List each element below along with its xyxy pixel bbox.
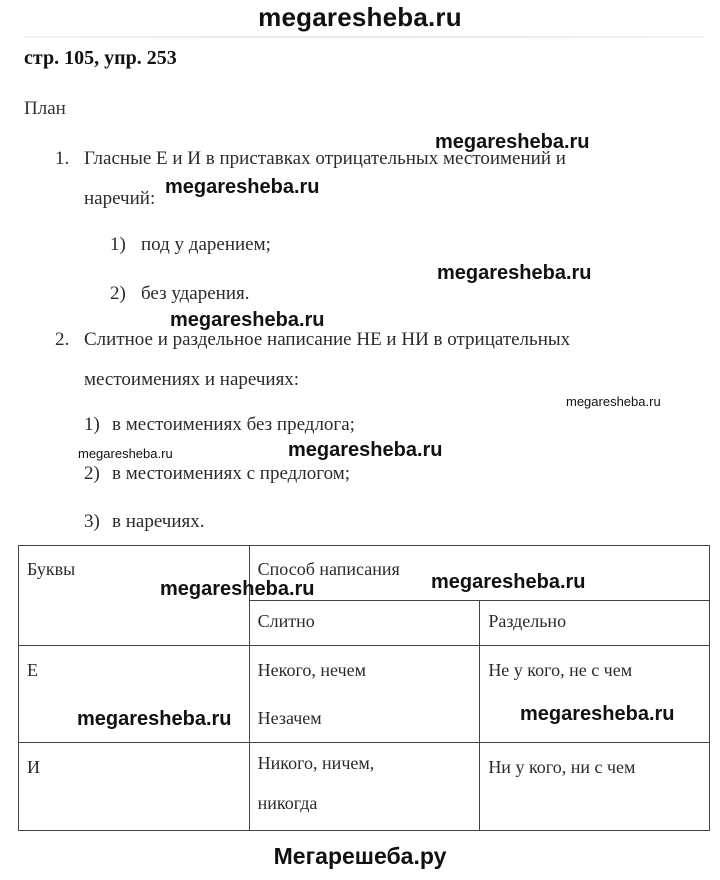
plan-subitem-number: 3) <box>84 511 100 532</box>
watermark-small: megaresheba.ru <box>78 446 173 461</box>
table-cell-together <box>249 743 480 831</box>
table-cell-letter <box>19 743 250 831</box>
table-cell-text: Е <box>27 660 38 680</box>
plan-item-text: Слитное и раздельное написание НЕ и НИ в отрицательных <box>84 329 571 350</box>
site-header[interactable]: megaresheba.ru <box>258 2 462 32</box>
table-cell-text: Никого, ничем, <box>257 753 375 773</box>
watermark: megaresheba.ru <box>160 578 315 600</box>
table-cell-text: Ни у кого, ни с чем <box>488 757 636 777</box>
plan-subitem-text: в местоимениях с предлогом; <box>112 463 351 484</box>
table-cell-separate <box>480 743 710 831</box>
table-cell-separate <box>480 646 710 743</box>
spelling-table <box>18 545 710 831</box>
watermark: megaresheba.ru <box>170 309 325 331</box>
table-subheader-together-text: Слитно <box>257 611 315 631</box>
plan-heading: План <box>24 98 66 119</box>
watermark: megaresheba.ru <box>288 439 443 461</box>
plan-item-number: 1. <box>55 148 70 169</box>
page-reference: стр. 105, упр. 253 <box>24 47 177 69</box>
table-cell-text: никогда <box>257 793 318 813</box>
table-subheader-separate <box>480 601 710 646</box>
plan-item-number: 2. <box>55 329 70 350</box>
table-header-letters-text: Буквы <box>27 559 76 579</box>
plan-item-text: Гласные Е и И в приставках отрицательных местоимений и <box>84 148 566 169</box>
table-row <box>19 743 710 831</box>
plan-subitem-number: 1) <box>84 414 100 435</box>
watermark: megaresheba.ru <box>165 176 320 198</box>
plan-subitem-text: под у дарением; <box>141 234 271 255</box>
watermark-small: megaresheba.ru <box>566 394 661 409</box>
plan-subitem-text: без ударения. <box>141 283 250 304</box>
plan-subitem-number: 1) <box>110 234 126 255</box>
watermark: megaresheba.ru <box>520 703 675 725</box>
table-header-method-text: Способ написания <box>257 559 400 579</box>
header-divider <box>24 36 704 38</box>
plan-subitem-number: 2) <box>84 463 100 484</box>
table-subheader-together <box>249 601 480 646</box>
plan-subitem-number: 2) <box>110 283 126 304</box>
plan-item-text: наречий: <box>84 188 156 209</box>
table-cell-together <box>249 646 480 743</box>
watermark: megaresheba.ru <box>435 131 590 153</box>
site-footer[interactable]: Мегарешеба.ру <box>273 843 447 869</box>
table-subheader-separate-text: Раздельно <box>488 611 567 631</box>
table-cell-text: Незачем <box>257 708 322 728</box>
plan-subitem-text: в местоимениях без предлога; <box>112 414 355 435</box>
watermark: megaresheba.ru <box>77 708 232 730</box>
watermark: megaresheba.ru <box>437 262 592 284</box>
table-cell-text: Некого, нечем <box>257 660 367 680</box>
table-cell-text: Не у кого, не с чем <box>488 660 633 680</box>
plan-item-text: местоимениях и наречиях: <box>84 369 300 390</box>
plan-subitem-text: в наречиях. <box>112 511 205 532</box>
watermark: megaresheba.ru <box>431 571 586 593</box>
table-cell-text: И <box>27 757 40 777</box>
